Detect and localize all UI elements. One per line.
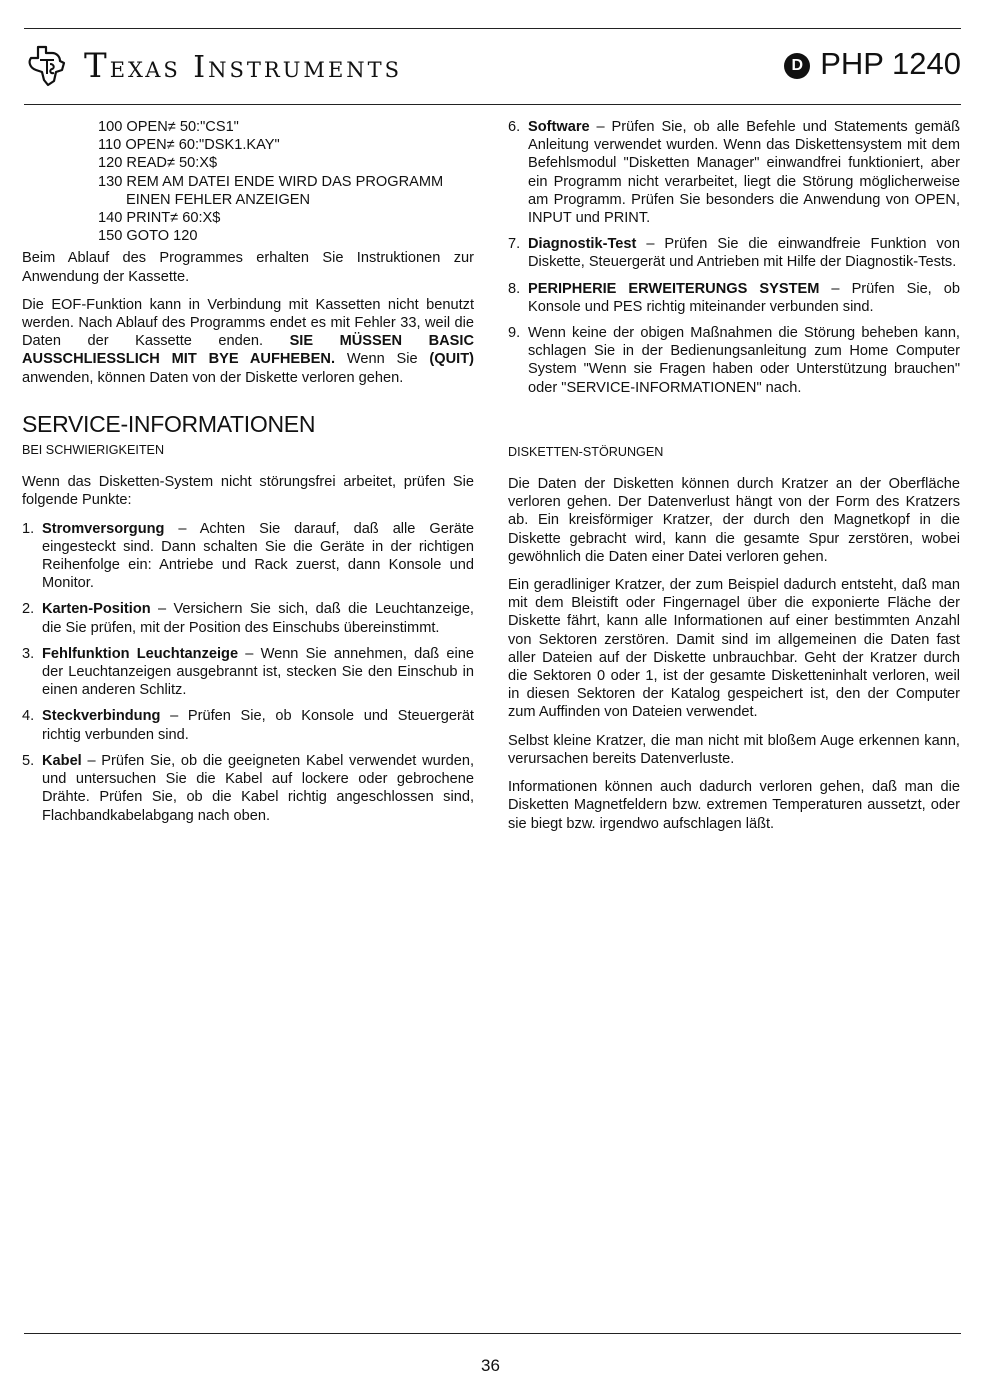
section-title: SERVICE-INFORMATIONEN — [22, 410, 316, 437]
list-item: 1. Stromversorgung – Achten Sie darauf, daß alle Geräte eingesteckt sind. Dann schalten Sie die Geräte in der richtigen Reihenfolge ein: Antriebe und Rack zuerst, dann Konsole und Monitor. — [22, 520, 474, 592]
list-item: 2. Karten-Position – Versichern Sie sich, daß die Leuchtanzeige, die Sie prüfen, mit der Position des Einschubs übereinstimmt. — [22, 601, 474, 636]
brand-name: Texas Instruments — [84, 46, 403, 86]
paragraph: Die EOF-Funktion kann in Verbindung mit Kassetten nicht benutzt werden. Nach Ablauf des Programms endet es mit Fehler 33, weil die Daten der Kassette enden. SIE MÜSSEN BASIC AUSSCHLIESSLICH MIT BYE AUFHEBEN. Wenn Sie (QUIT) anwenden, können Daten von der Diskette verloren gehen. — [22, 296, 474, 386]
paragraph: Informationen können auch dadurch verloren gehen, daß man die Disketten Magnetfeldern bzw. extremen Temperaturen aussetzt, oder sie biegt bzw. irgendwo aufschlagen läßt. — [508, 779, 960, 832]
model-label — [784, 46, 961, 82]
basic-code-listing — [22, 118, 474, 245]
list-item: 6. Software – Prüfen Sie, ob alle Befehle und Statements gemäß Anleitung verwendet wurden. Wenn das Diskettensystem mit dem Befehlsmodul "Disketten Manager" einwandfrei funktioniert, aber ein Programm nicht verarbeitet, liegt die Störung möglicherweise am Programm. Prüfen Sie besonders die Anwendung von OPEN, INPUT und PRINT. — [508, 119, 960, 227]
list-item: 4. Steckverbindung – Prüfen Sie, ob Konsole und Steuergerät richtig verbunden sind. — [22, 708, 474, 743]
code-line: 150 GOTO 120 — [98, 228, 198, 245]
checklist — [22, 520, 474, 825]
subheading: DISKETTEN-STÖRUNGEN — [508, 444, 664, 459]
page-number: 36 — [481, 1356, 500, 1375]
code-line: 140 PRINT≠ 60:X$ — [98, 210, 221, 227]
subheading: BEI SCHWIERIGKEITEN — [22, 443, 165, 458]
list-item: 9. Wenn keine der obigen Maßnahmen die Störung beheben kann, schlagen Sie in der Bedienungsanleitung zum Home Computer System "Wenn sie Fragen haben oder Unterstützung brauchen" oder "SERVICE-INFORMATIONEN" nach. — [508, 325, 960, 396]
paragraph: Selbst kleine Kratzer, die man nicht mit bloßem Auge erkennen kann, verursachen bereits Datenverluste. — [508, 732, 960, 767]
right-column — [508, 118, 960, 843]
paragraph: Beim Ablauf des Programmes erhalten Sie Instruktionen zur Anwendung der Kassette. — [22, 250, 474, 285]
language-d-icon: D — [784, 53, 810, 79]
checklist-continued — [508, 118, 960, 397]
left-column — [22, 118, 474, 833]
list-item: 7. Diagnostik-Test – Prüfen Sie die einwandfreie Funktion von Diskette, Steuergerät und Antrieben mit Hilfe der Diagnostik-Tests. — [508, 236, 960, 271]
model-number: PHP 1240 — [820, 46, 961, 81]
bold-warning: SIE MÜSSEN BASIC AUSSCHLIESSLICH MIT BYE AUFHEBEN. — [22, 333, 474, 368]
quit-keyword: (QUIT) — [429, 351, 474, 368]
intro-paragraph: Wenn das Disketten-System nicht störungsfrei arbeitet, prüfen Sie folgende Punkte: — [22, 474, 474, 509]
code-line: 100 OPEN≠ 50:"CS1" — [98, 119, 239, 135]
list-item: 8. PERIPHERIE ERWEITERUNGS SYSTEM – Prüfen Sie, ob Konsole und PES richtig miteinander verbunden sind. — [508, 280, 960, 315]
page-header — [24, 40, 961, 96]
header-rule — [24, 104, 961, 105]
code-line: EINEN FEHLER ANZEIGEN — [126, 191, 311, 208]
list-item: 5. Kabel – Prüfen Sie, ob die geeigneten Kabel verwendet wurden, und untersuchen Sie die Kabel auf lockere oder gebrochene Drähte. Prüfen Sie, ob die Kabel richtig angeschlossen sind, Flachbandkabelabgang nach oben. — [22, 752, 474, 824]
code-line: 110 OPEN≠ 60:"DSK1.KAY" — [98, 137, 280, 154]
paragraph: Ein geradliniger Kratzer, der zum Beispiel dadurch entsteht, daß man mit dem Bleistift oder Fingernagel über die exponierte Fläche der Diskette fährt, kann alle Informationen auf einer bestimmten Anzahl von Sektoren zerstören. Damit sind im allgemeinen die Daten fast aller Dateien auf der Diskette unbrauchbar. Geht der Kratzer durch die Sektoren 0 oder 1, ist der gesamte Disketteninhalt verloren, weil in diesen Sektoren der Katalog gespeichert ist, den der Computer zum Auffinden von Dateien verwendet. — [508, 577, 960, 721]
list-item: 3. Fehlfunktion Leuchtanzeige – Wenn Sie annehmen, daß eine der Leuchtanzeigen ausgebrannt ist, stecken Sie den Einschub in einen anderen Schlitz. — [22, 645, 474, 699]
top-rule — [24, 28, 961, 29]
code-line: 120 READ≠ 50:X$ — [98, 155, 218, 172]
paragraph: Die Daten der Disketten können durch Kratzer an der Oberfläche verloren gehen. Der Datenverlust hängt von der Form des Kratzers ab. Ein kreisförmiger Kratzer, der durch den Magnetkopf in die Diskette gebracht wird, kann die gesamte Spur zerstören, wobei gewöhnlich die Daten einer Datei verloren gehen. — [508, 476, 960, 565]
texas-instruments-logo-icon — [24, 44, 68, 88]
code-line: 130 REM AM DATEI ENDE WIRD DAS PROGRAMM — [98, 173, 444, 190]
footer-rule — [24, 1333, 961, 1334]
